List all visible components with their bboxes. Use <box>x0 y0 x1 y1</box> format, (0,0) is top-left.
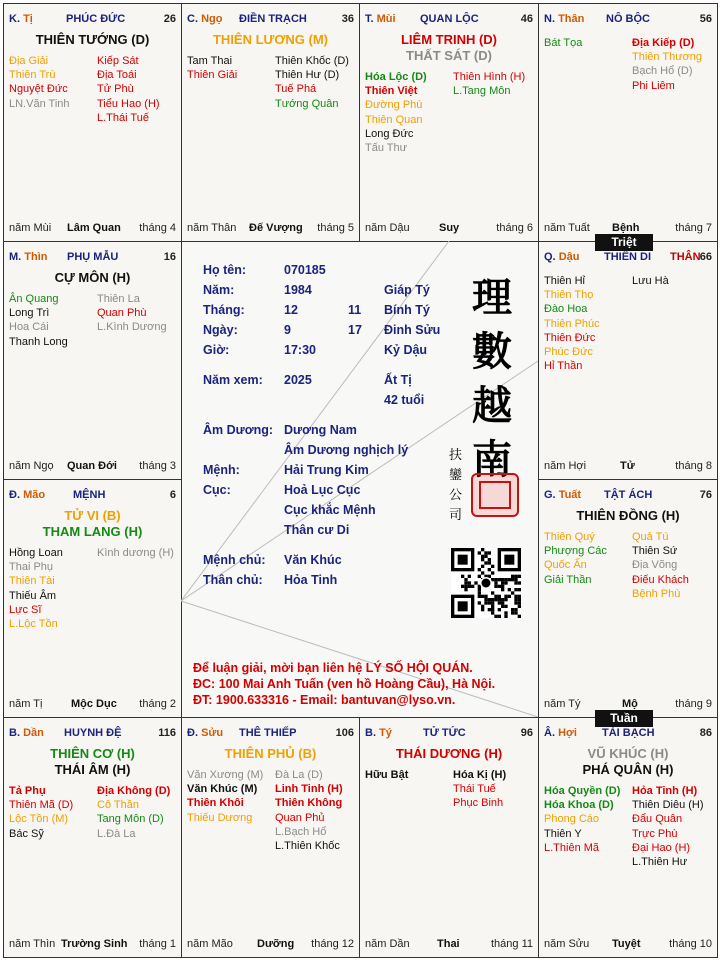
minor-star: Văn Xương (M) <box>187 769 264 781</box>
earthly-branch: Đ. Sửu <box>187 727 224 739</box>
day-value: 9 <box>284 323 291 337</box>
contact-line-1: Để luận giải, mời bạn liên hệ LÝ SỐ HỘI QUÁN. <box>193 661 473 675</box>
minor-star: Hữu Bật <box>365 769 409 781</box>
year-label: năm Thân <box>187 222 237 234</box>
destiny-value: Hải Trung Kim <box>284 463 369 477</box>
month-label: tháng 11 <box>490 938 533 950</box>
minor-star: Tử Phù <box>97 83 134 96</box>
palace-number: 106 <box>335 727 354 739</box>
life-stage: Mộc Dục <box>71 698 117 710</box>
earthly-branch: G. Tuất <box>544 489 582 501</box>
palace-number: 86 <box>699 727 712 739</box>
year-label: năm Mão <box>187 938 233 950</box>
palace-number: 6 <box>169 489 176 501</box>
minor-star: Tuế Phá <box>275 83 317 96</box>
minor-star: Kình dương (H) <box>97 547 174 559</box>
palace-header <box>187 727 354 741</box>
minor-stars-left <box>544 530 607 587</box>
month-label: tháng 1 <box>139 938 176 950</box>
minor-star: Bạch Hổ (D) <box>632 65 693 78</box>
minor-star: Trực Phù <box>632 827 678 840</box>
minor-stars-left <box>9 54 70 111</box>
minor-star: Thiên Mã (D) <box>9 799 74 812</box>
main-star: VŨ KHÚC (H) <box>587 746 669 761</box>
minor-stars-right <box>453 768 506 811</box>
palace-footer <box>9 938 176 951</box>
minor-star: Đại Hao (H) <box>632 841 691 854</box>
minor-star: Thiên Khốc (D) <box>275 55 349 67</box>
minor-star: Quan Phù <box>97 307 147 320</box>
month-label: tháng 9 <box>675 698 712 710</box>
month-value: 12 <box>284 303 298 317</box>
destiny-label: Mệnh: <box>203 463 240 477</box>
minor-stars-left <box>187 54 237 82</box>
minor-stars-right <box>97 784 170 841</box>
palace-cell-suu <box>181 717 360 958</box>
view-year-value: 2025 <box>284 373 312 387</box>
minor-star: Quả Tú <box>632 531 669 543</box>
month-label: tháng 5 <box>317 222 354 234</box>
minor-stars-right <box>275 768 343 853</box>
palace-footer <box>187 222 354 235</box>
minor-star: Hồng Loan <box>9 547 63 559</box>
month-label: tháng 6 <box>496 222 533 234</box>
minor-star: Hóa Khoa (D) <box>544 799 614 812</box>
life-stage: Dưỡng <box>257 938 295 950</box>
earthly-branch: Đ. Mão <box>9 489 46 501</box>
palace-footer <box>544 460 712 473</box>
main-star: LIÊM TRINH (D) <box>400 32 498 47</box>
month-label: tháng 4 <box>139 222 176 234</box>
minor-star: Quốc Ấn <box>544 559 587 572</box>
day-lunar: 17 <box>348 323 362 337</box>
minor-star: Linh Tinh (H) <box>275 783 343 796</box>
palace-number: 56 <box>699 13 712 25</box>
minor-star: Thiên Tài <box>9 575 55 588</box>
life-stage: Mộ <box>622 698 638 710</box>
minor-star: Tấu Thư <box>365 141 408 154</box>
palace-name: TẬT ÁCH <box>604 489 653 501</box>
life-stage: Thai <box>437 938 460 950</box>
minor-stars-left <box>9 784 73 841</box>
minor-stars-left <box>365 768 408 782</box>
body-master-label: Thân chủ: <box>203 573 263 587</box>
palace-name: PHÚC ĐỨC <box>66 13 126 25</box>
minor-star: Long Trì <box>9 307 50 320</box>
earthly-branch: C. Ngọ <box>187 13 223 25</box>
minor-star: Quan Phủ <box>275 811 325 824</box>
palace-number: 116 <box>158 727 176 739</box>
minor-stars-left <box>544 784 620 855</box>
calligraphy-char: 數 <box>472 328 512 375</box>
minor-star: Thiên Diêu (H) <box>632 799 704 812</box>
minor-star: LN.Văn Tinh <box>9 97 70 110</box>
palace-name: ĐIỀN TRẠCH <box>239 13 307 25</box>
minor-star: Thiên Không <box>275 797 343 810</box>
minor-star: Phục Binh <box>453 797 504 810</box>
palace-cell-hoi <box>538 717 718 958</box>
minor-star: Thiên Quan <box>365 113 423 126</box>
minor-star: Bệnh Phù <box>632 587 681 600</box>
minor-stars-right <box>632 36 702 93</box>
month-label: tháng 8 <box>675 460 712 472</box>
minor-star: Thiên Phúc <box>544 317 600 330</box>
minor-star: Nguyệt Đức <box>9 83 68 96</box>
month-label: Tháng: <box>203 303 245 317</box>
minor-star: Thiên Thọ <box>544 289 594 302</box>
palace-cell-dan <box>3 717 182 958</box>
main-star: THẤT SÁT (D) <box>406 48 492 63</box>
subtitle-char: 鑾 <box>449 468 463 483</box>
palace-name: THÊ THIẾP <box>239 727 297 739</box>
minor-star: L.Bạch Hổ <box>275 825 327 838</box>
palace-footer <box>9 698 176 711</box>
minor-star: Lưu Hà <box>632 275 669 287</box>
minor-star: Thiên Trù <box>9 69 56 82</box>
minor-stars-right <box>632 274 669 288</box>
palace-name: TÀI BẠCH <box>602 727 655 739</box>
palace-number: 46 <box>520 13 533 25</box>
minor-star: Đà La (D) <box>275 769 323 781</box>
tuan-marker: Tuần <box>595 710 653 727</box>
minor-stars-left <box>9 292 68 349</box>
body-palace: Thân cư Di <box>284 523 350 537</box>
palace-name: TỬ TỨC <box>423 727 466 739</box>
earthly-branch: T. Mùi <box>365 13 396 25</box>
main-star: PHÁ QUÂN (H) <box>582 762 674 777</box>
life-stage: Lâm Quan <box>67 222 121 234</box>
minor-star: Thiên Quý <box>544 531 595 543</box>
minor-stars-right <box>97 546 174 560</box>
triet-marker: Triệt <box>595 234 653 251</box>
palace-footer <box>9 460 176 473</box>
minor-star: Văn Khúc (M) <box>187 783 258 796</box>
main-star: THÁI DƯƠNG (H) <box>395 746 503 761</box>
palace-footer <box>187 938 354 951</box>
minor-star: Phượng Các <box>544 545 607 558</box>
minor-star: L.Thái Tuế <box>97 111 149 124</box>
palace-header <box>365 727 533 741</box>
minor-stars-left <box>544 36 582 50</box>
minor-star: L.Lộc Tồn <box>9 617 58 630</box>
palace-footer <box>365 222 533 235</box>
minor-star: Hỉ Thần <box>544 360 583 373</box>
center-info-panel <box>181 241 538 717</box>
day-ganzhi: Đinh Sửu <box>384 323 441 337</box>
year-value: 1984 <box>284 283 312 297</box>
main-star: THIÊN PHỦ (B) <box>224 746 317 761</box>
palace-header <box>544 251 712 265</box>
minor-star: Địa Toái <box>97 69 137 82</box>
palace-footer <box>365 938 533 951</box>
contact-line-3: ĐT: 1900.633316 - Email: bantuvan@lyso.vn. <box>193 693 456 707</box>
palace-header <box>544 13 712 27</box>
palace-cell-tuat <box>538 479 718 718</box>
yin-yang-label: Âm Dương: <box>203 423 274 437</box>
month-label: tháng 2 <box>139 698 176 710</box>
palace-header <box>9 13 176 27</box>
main-star: THIÊN LƯƠNG (M) <box>212 32 329 47</box>
subtitle-char: 扶 <box>449 448 463 463</box>
qr-code-icon <box>451 548 521 618</box>
main-star: THÁI ÂM (H) <box>54 762 131 777</box>
month-label: tháng 3 <box>139 460 176 472</box>
earthly-branch: N. Thân <box>544 13 585 25</box>
palace-number: 96 <box>520 727 533 739</box>
calligraphy-char: 理 <box>472 274 512 321</box>
palace-name: QUAN LỘC <box>420 13 479 25</box>
life-stage: Đế Vượng <box>249 222 303 234</box>
minor-star: Phong Cáo <box>544 813 600 826</box>
minor-star: Thiếu Âm <box>9 589 57 602</box>
palace-header <box>9 727 176 741</box>
minor-star: Long Đức <box>365 127 414 140</box>
minor-star: Lộc Tồn (M) <box>9 813 69 826</box>
minor-star: Cô Thần <box>97 799 139 812</box>
minor-star: Đường Phù <box>365 99 423 112</box>
year-label: năm Tuất <box>544 222 590 234</box>
minor-star: Thiên Hỉ <box>544 275 585 287</box>
life-stage: Tuyệt <box>612 938 641 950</box>
calligraphy-char: 越 <box>472 382 512 429</box>
palace-cell-thin <box>3 241 182 480</box>
minor-star: Kiếp Sát <box>97 55 139 67</box>
palace-footer <box>544 938 712 951</box>
minor-star: L.Đà La <box>97 827 136 840</box>
palace-name: NÔ BỘC <box>606 13 650 25</box>
minor-star: Địa Giải <box>9 55 49 67</box>
minor-star: L.Tang Môn <box>453 85 511 98</box>
life-stage: Trường Sinh <box>61 938 128 950</box>
minor-star: Đẩu Quân <box>632 813 683 826</box>
year-label: năm Ngọ <box>9 460 54 472</box>
name-label: Họ tên: <box>203 263 247 277</box>
year-label: năm Dậu <box>365 222 410 234</box>
palace-number: 66 <box>699 251 712 263</box>
minor-star: Thiên Khôi <box>187 797 244 810</box>
body-master-value: Hỏa Tinh <box>284 573 338 587</box>
main-star: THAM LANG (H) <box>42 524 143 539</box>
minor-star: Thiên Giải <box>187 69 238 82</box>
palace-number: 76 <box>699 489 712 501</box>
minor-stars-left <box>544 274 600 373</box>
palace-number: 36 <box>341 13 354 25</box>
minor-stars-right <box>97 292 167 335</box>
name-value: 070185 <box>284 263 326 277</box>
palace-footer <box>9 222 176 235</box>
minor-star: Thiên La <box>97 293 140 305</box>
minor-stars-right <box>97 54 160 125</box>
main-star: CỰ MÔN (H) <box>54 270 131 285</box>
minor-star: Thiếu Dương <box>187 811 253 824</box>
minor-star: Hóa Quyền (D) <box>544 785 621 797</box>
month-ganzhi: Bính Tý <box>384 303 430 317</box>
contact-line-2: ĐC: 100 Mai Anh Tuấn (ven hồ Hoàng Cầu), Hà Nội. <box>193 677 496 691</box>
main-star: THIÊN CƠ (H) <box>50 746 135 761</box>
year-label: năm Sửu <box>544 938 590 950</box>
subtitle-char: 司 <box>449 508 463 523</box>
minor-star: Bát Tọa <box>544 37 583 49</box>
life-stage: Bệnh <box>612 222 640 234</box>
year-label: năm Tý <box>544 698 581 710</box>
year-ganzhi: Giáp Tý <box>384 283 430 297</box>
red-seal-icon <box>471 473 519 517</box>
earthly-branch: Q. Dậu <box>544 251 580 263</box>
month-label: tháng 10 <box>669 938 712 950</box>
element-value: Hoả Lục Cục <box>284 483 361 497</box>
minor-star: Thiên Việt <box>365 85 418 98</box>
main-star: THIÊN TƯỚNG (D) <box>35 32 150 47</box>
minor-star: Thiên Đức <box>544 331 596 344</box>
minor-stars-right <box>632 784 704 869</box>
minor-star: Lực Sĩ <box>9 603 42 616</box>
minor-stars-right <box>632 530 689 601</box>
minor-star: Thiên Hư (D) <box>275 69 340 82</box>
palace-header <box>9 251 176 265</box>
hour-value: 17:30 <box>284 343 316 357</box>
calligraphy-logo <box>467 271 517 487</box>
year-label: Năm: <box>203 283 235 297</box>
palace-header <box>187 13 354 27</box>
palace-cell-ngo <box>181 3 360 242</box>
yin-yang-value: Dương Nam <box>284 423 357 437</box>
minor-star: L.Thiên Mã <box>544 841 600 854</box>
month-label: tháng 7 <box>675 222 712 234</box>
palace-header <box>544 727 712 741</box>
destiny-master-value: Văn Khúc <box>284 553 342 567</box>
age-value: 42 tuổi <box>384 393 425 407</box>
minor-star: Thiên Thương <box>632 51 703 64</box>
minor-star: Thiên Sứ <box>632 545 678 558</box>
hour-ganzhi: Kỷ Dậu <box>384 343 428 357</box>
palace-cell-dau <box>538 241 718 480</box>
minor-star: Tướng Quân <box>275 97 339 110</box>
minor-star: Hóa Kị (H) <box>453 769 507 781</box>
minor-star: L.Thiên Khốc <box>275 839 340 852</box>
minor-star: Tả Phụ <box>9 785 46 797</box>
element-relation: Cục khắc Mệnh <box>284 503 376 517</box>
day-label: Ngày: <box>203 323 238 337</box>
main-star: THIÊN ĐỒNG (H) <box>576 508 680 523</box>
palace-cell-mao <box>3 479 182 718</box>
minor-star: Địa Kiếp (D) <box>632 37 695 49</box>
palace-header <box>9 489 176 503</box>
year-label: năm Tị <box>9 698 43 710</box>
minor-star: Giải Thần <box>544 573 592 586</box>
palace-number: 16 <box>163 251 176 263</box>
minor-star: Hóa Lộc (D) <box>365 71 427 83</box>
palace-name: THIÊN DI <box>604 251 652 263</box>
palace-name: PHỤ MẪU <box>67 251 119 263</box>
main-star: TỬ VI (B) <box>64 508 121 523</box>
minor-stars-left <box>9 546 63 631</box>
minor-star: Phi Liêm <box>632 79 675 92</box>
minor-stars-right <box>275 54 349 111</box>
life-stage: Tử <box>620 460 635 472</box>
minor-star: Thái Tuế <box>453 783 496 796</box>
calligraphy-char: 南 <box>472 436 512 483</box>
minor-star: Tam Thai <box>187 55 233 67</box>
minor-star: L.Thiên Hư <box>632 855 688 868</box>
minor-stars-right <box>453 70 525 98</box>
earthly-branch: B. Tý <box>365 727 392 739</box>
minor-stars-left <box>365 70 427 155</box>
month-label: tháng 12 <box>311 938 354 950</box>
minor-star: L.Kình Dương <box>97 321 167 334</box>
minor-star: Ân Quang <box>9 293 59 305</box>
destiny-master-label: Mệnh chủ: <box>203 553 266 567</box>
life-stage: Quan Đới <box>67 460 117 472</box>
month-lunar: 11 <box>348 303 362 317</box>
view-year-ganzhi: Ất Tị <box>384 373 412 387</box>
minor-stars-left <box>187 768 263 825</box>
minor-star: Thai Phụ <box>9 561 54 574</box>
palace-name: HUYNH ĐỆ <box>64 727 122 739</box>
year-label: năm Hợi <box>544 460 587 472</box>
palace-cell-mui <box>359 3 539 242</box>
palace-cell-than <box>538 3 718 242</box>
minor-star: Hoa Cái <box>9 321 49 334</box>
palace-name: MỆNH <box>73 489 106 501</box>
palace-header <box>365 13 533 27</box>
minor-star: Địa Không (D) <box>97 785 171 797</box>
minor-star: Đào Hoa <box>544 303 588 316</box>
minor-star: Bác Sỹ <box>9 827 44 840</box>
palace-header <box>544 489 712 503</box>
palace-cell-ty2 <box>359 717 539 958</box>
body-palace-tag: THÂN <box>670 251 701 263</box>
minor-star: Thiên Y <box>544 827 582 840</box>
minor-star: Tiểu Hao (H) <box>97 97 160 110</box>
minor-star: Thiên Hình (H) <box>453 71 526 83</box>
earthly-branch: M. Thìn <box>9 251 48 263</box>
palace-number: 26 <box>163 13 176 25</box>
hour-label: Giờ: <box>203 343 230 357</box>
minor-star: Phúc Đức <box>544 345 593 358</box>
minor-star: Tang Môn (D) <box>97 813 164 826</box>
earthly-branch: B. Dần <box>9 727 44 739</box>
minor-star: Hỏa Tinh (H) <box>632 785 698 797</box>
calligraphy-subtitle <box>449 446 463 526</box>
year-label: năm Dần <box>365 938 410 950</box>
life-stage: Suy <box>439 222 460 234</box>
year-label: năm Thìn <box>9 938 56 950</box>
subtitle-char: 公 <box>449 488 463 503</box>
yin-yang-relation: Âm Dương nghịch lý <box>284 443 409 457</box>
earthly-branch: K. Tị <box>9 13 33 25</box>
palace-cell-ty <box>3 3 182 242</box>
minor-star: Điếu Khách <box>632 573 689 586</box>
view-year-label: Năm xem: <box>203 373 263 387</box>
earthly-branch: Â. Hợi <box>544 727 577 739</box>
minor-star: Thanh Long <box>9 335 68 348</box>
year-label: năm Mùi <box>9 222 52 234</box>
element-label: Cục: <box>203 483 231 497</box>
minor-star: Địa Võng <box>632 559 678 572</box>
